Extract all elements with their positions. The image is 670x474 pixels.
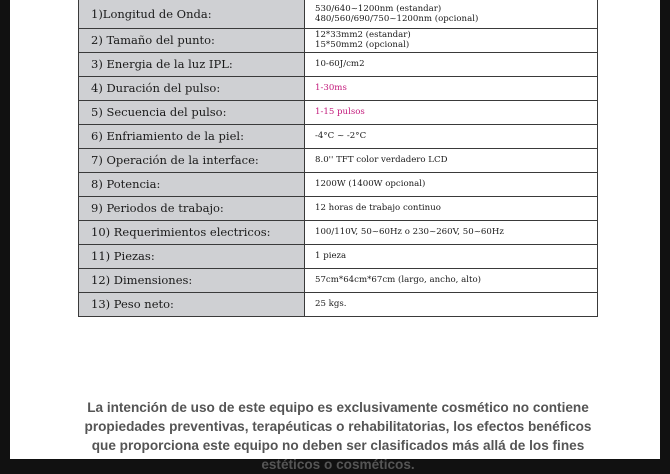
spec-value-line: 10-60J/cm2 <box>315 59 365 69</box>
disclaimer-text: La intención de uso de este equipo es exclusivamente cosmético no contiene propiedades preventivas, terapéuticas o rehabilitatorias, los efectos benéficos que proporciona este equipo no deben ser clasificados más allá de los fines estéticos o cosméticos. <box>84 399 592 472</box>
spec-row <box>79 0 598 28</box>
spec-row <box>79 220 598 244</box>
spec-row <box>79 172 598 196</box>
spec-value <box>305 220 598 244</box>
spec-value <box>305 52 598 76</box>
spec-row <box>79 124 598 148</box>
spec-row <box>79 292 598 316</box>
spec-value <box>305 196 598 220</box>
spec-label: 5) Secuencia del pulso: <box>79 100 305 124</box>
document-page <box>10 0 660 472</box>
spec-value <box>305 124 598 148</box>
spec-row <box>79 28 598 52</box>
spec-value-line: 57cm*64cm*67cm (largo, ancho, alto) <box>315 275 481 285</box>
spec-row <box>79 268 598 292</box>
spec-value-line: 1-15 pulsos <box>315 107 365 117</box>
spec-value <box>305 292 598 316</box>
spec-value-line: 15*50mm2 (opcional) <box>315 40 410 50</box>
spec-value-line: 480/560/690/750~1200nm (opcional) <box>315 13 479 24</box>
spec-label: 9) Periodos de trabajo: <box>79 196 305 220</box>
spec-value-line: 1-30ms <box>315 83 347 93</box>
spec-row <box>79 244 598 268</box>
spec-label: 8) Potencia: <box>79 172 305 196</box>
spec-label: 12) Dimensiones: <box>79 268 305 292</box>
spec-value-line: 25 kgs. <box>315 299 347 309</box>
spec-row <box>79 148 598 172</box>
spec-row <box>79 52 598 76</box>
spec-value <box>305 268 598 292</box>
spec-label: 7) Operación de la interface: <box>79 148 305 172</box>
spec-label: 10) Requerimientos electricos: <box>79 220 305 244</box>
specifications-table <box>78 0 598 317</box>
spec-label: 6) Enfriamiento de la piel: <box>79 124 305 148</box>
spec-value-line: 530/640~1200nm (estandar) <box>315 3 442 14</box>
spec-value-line: 1 pieza <box>315 251 347 261</box>
spec-label: 11) Piezas: <box>79 244 305 268</box>
spec-value <box>305 28 598 52</box>
spec-value <box>305 100 598 124</box>
spec-label: 3) Energia de la luz IPL: <box>79 52 305 76</box>
spec-value-line: 100/110V, 50~60Hz o 230~260V, 50~60Hz <box>315 227 504 237</box>
spec-value-line: -4°C ~ -2°C <box>315 131 367 141</box>
spec-value-line: 12*33mm2 (estandar) <box>315 30 411 40</box>
spec-value-line: 1200W (1400W opcional) <box>315 179 426 189</box>
spec-label: 13) Peso neto: <box>79 292 305 316</box>
spec-value-line: 8.0'' TFT color verdadero LCD <box>315 155 448 165</box>
specifications-table-body <box>79 0 598 316</box>
spec-value-line: 12 horas de trabajo continuo <box>315 203 441 213</box>
spec-label: 2) Tamaño del punto: <box>79 28 305 52</box>
spec-value <box>305 148 598 172</box>
spec-value <box>305 244 598 268</box>
spec-row <box>79 76 598 100</box>
spec-label: 4) Duración del pulso: <box>79 76 305 100</box>
spec-value <box>305 172 598 196</box>
spec-row <box>79 100 598 124</box>
spec-row <box>79 196 598 220</box>
spec-value <box>305 76 598 100</box>
spec-label: 1)Longitud de Onda: <box>79 0 305 28</box>
spec-value <box>305 0 598 28</box>
